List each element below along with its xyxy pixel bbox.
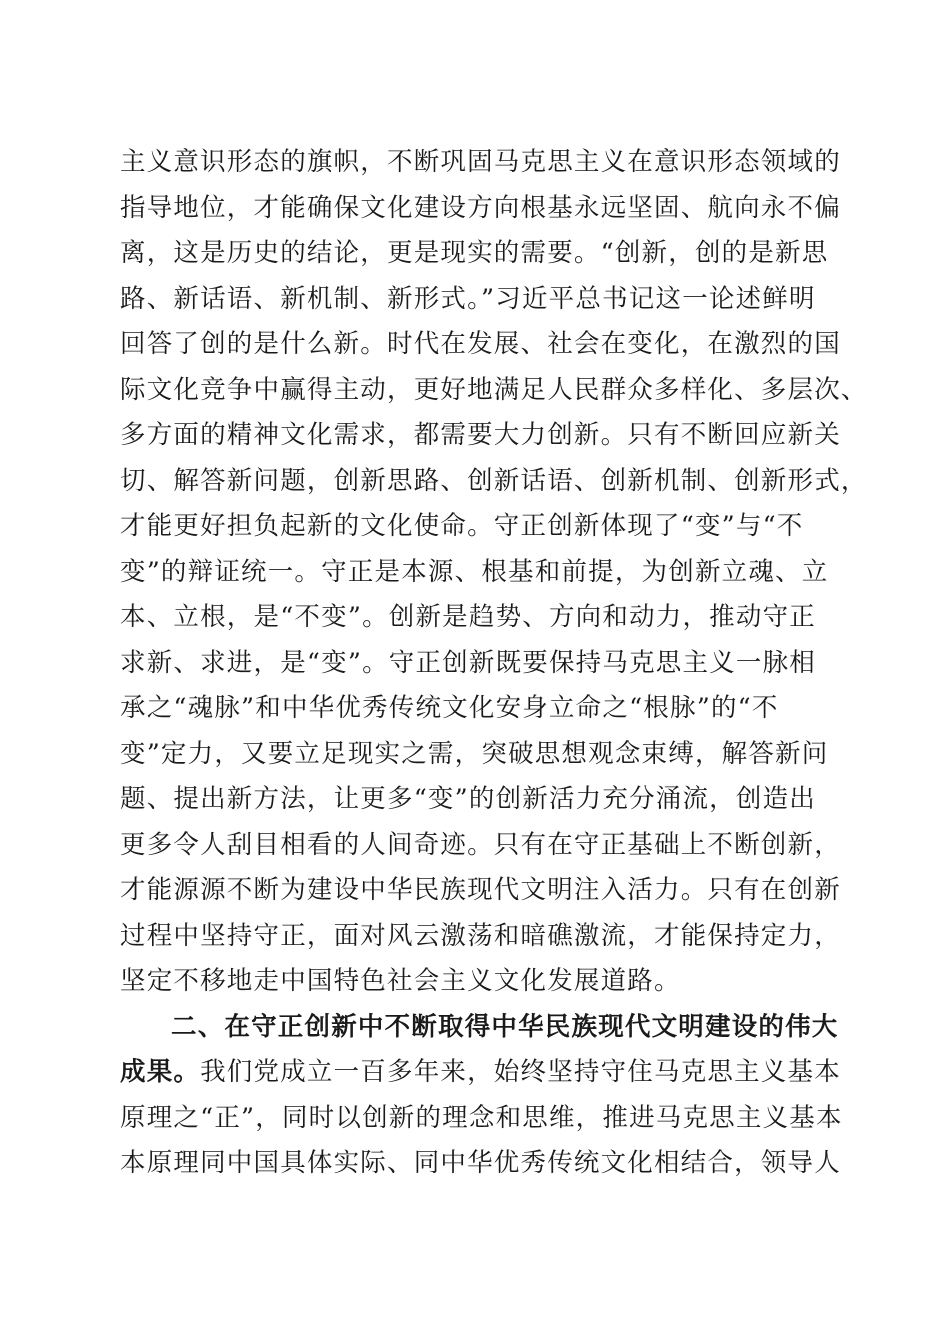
text-line: 本原理同中国具体实际、同中华优秀传统文化相结合，领导人 — [120, 1148, 841, 1178]
text-line: 才能更好担负起新的文化使命。守正创新体现了“变”与“不 — [120, 511, 804, 541]
text-line: 才能源源不断为建设中华民族现代文明注入活力。只有在创新 — [120, 875, 841, 905]
text-run: 我们党成立一百多年来，始终坚持守住马克思主义基本 — [200, 1057, 841, 1087]
text-line: 过程中坚持守正，面对风云激荡和暗礁激流，才能保持定力， — [120, 920, 841, 951]
section-heading-continuation — [120, 1050, 840, 1096]
body-text — [120, 140, 868, 1187]
text-line: 题、提出新方法，让更多“变”的创新活力充分涌流，创造出 — [120, 784, 816, 814]
text-line: 多方面的精神文化需求，都需要大力创新。只有不断回应新关 — [120, 420, 841, 450]
text-line: 主义意识形态的旗帜，不断巩固马克思主义在意识形态领域的 — [120, 147, 841, 177]
text-line: 离，这是历史的结论，更是现实的需要。“创新，创的是新思 — [120, 238, 829, 268]
text-line: 指导地位，才能确保文化建设方向根基永远坚固、航向永不偏 — [120, 192, 841, 223]
text-line: 承之“魂脉”和中华优秀传统文化安身立命之“根脉”的“不 — [120, 693, 779, 723]
text-line: 本、立根，是“不变”。创新是趋势、方向和动力，推动守正 — [120, 602, 816, 632]
text-line: 际文化竞争中赢得主动，更好地满足人民群众多样化、多层次、 — [120, 374, 868, 405]
section-heading: 二、在守正创新中不断取得中华民族现代文明建设的伟大 — [171, 1011, 839, 1042]
text-line: 变”定力，又要立足现实之需，突破思想观念束缚，解答新问 — [120, 738, 829, 769]
text-line: 切、解答新问题，创新思路、创新话语、创新机制、创新形式， — [120, 465, 868, 496]
text-line: 原理之“正”，同时以创新的理念和思维，推进马克思主义基本 — [120, 1102, 843, 1133]
text-line: 更多令人刮目相看的人间奇迹。只有在守正基础上不断创新， — [120, 829, 841, 860]
text-line: 坚定不移地走中国特色社会主义文化发展道路。 — [120, 966, 681, 996]
text-line: 回答了创的是什么新。时代在发展、社会在变化，在激烈的国 — [120, 329, 841, 359]
text-line: 路、新话语、新机制、新形式。”习近平总书记这一论述鲜明 — [120, 283, 816, 314]
section-heading-end: 成果。 — [120, 1057, 201, 1087]
text-line: 求新、求进，是“变”。守正创新既要保持马克思主义一脉相 — [120, 647, 816, 678]
text-line: 变”的辩证统一。守正是本源、根基和前提，为创新立魂、立 — [120, 556, 829, 587]
